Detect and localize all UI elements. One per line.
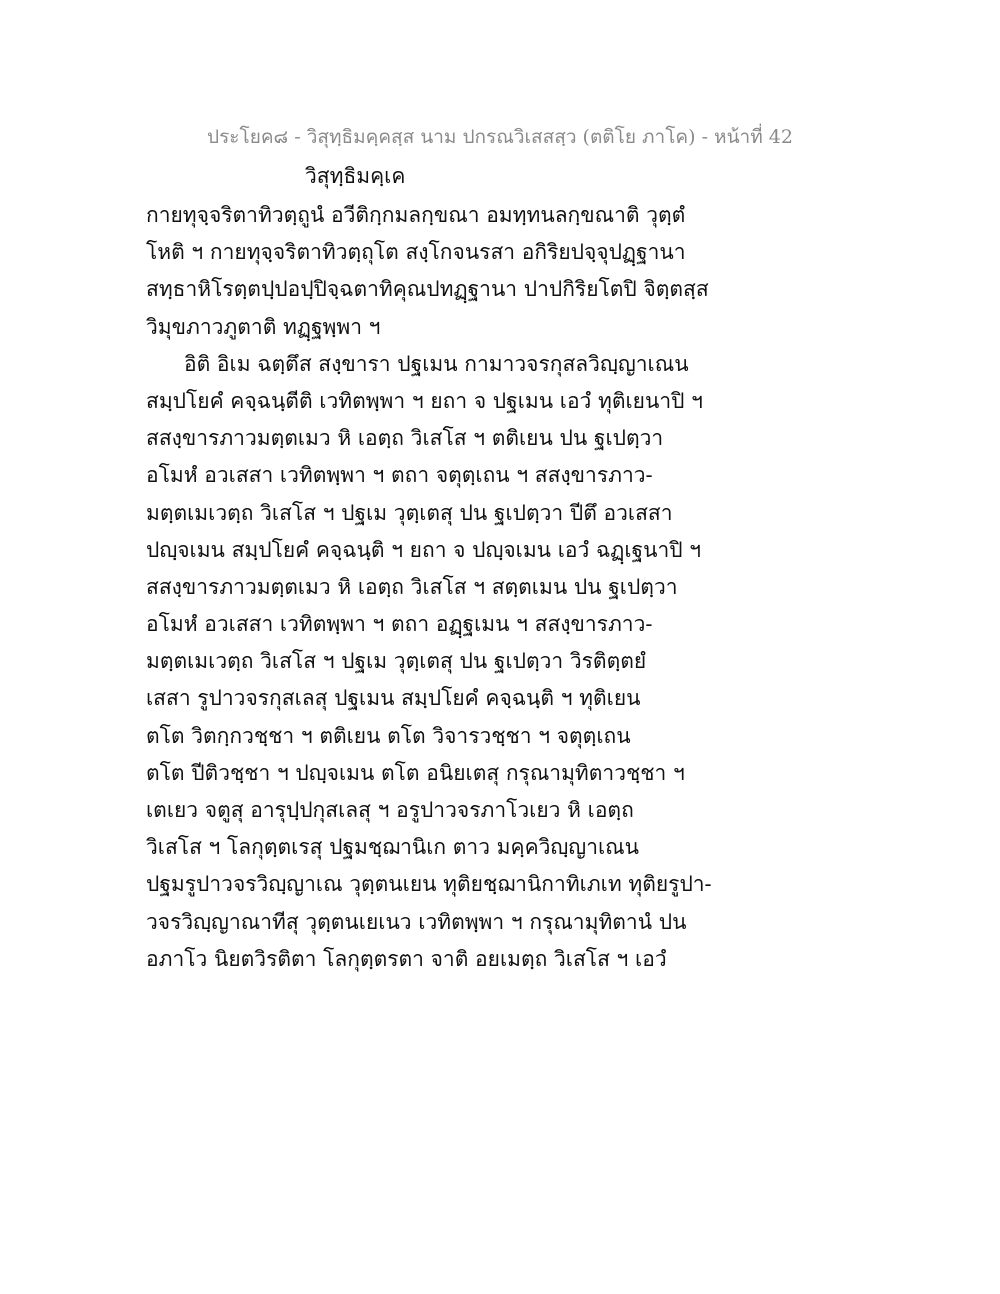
- text-line: กายทุจฺจริตาทิวตฺถูนํ อวีติกฺกมลกฺขณา อมทฺทนลกฺขณาติ วุตฺตํ: [146, 203, 686, 227]
- text-line: สทฺธาหิโรตฺตปฺปอปฺปิจฺฉตาทิคุณปทฏฺฐานา ปาปกิริยโตปิ จิตฺตสฺส: [146, 277, 709, 302]
- text-line: ตโต ปีติวชฺชา ฯ ปญฺจเมน ตโต อนิยเตสุ กรุณามุทิตาวชฺชา ฯ: [146, 760, 685, 785]
- text-line: สมฺปโยคํ คจฺฉนฺตีติ เวทิตพฺพา ฯ ยถา จ ปฐเมน เอวํ ทุติเยนาปิ ฯ: [146, 388, 703, 413]
- text-line: วิมุขภาวภูตาติ ทฏฺฐพฺพา ฯ: [146, 314, 381, 339]
- text-line: อภาโว นิยตวิรติตา โลกุตฺตรตา จาติ อยเมตฺถ วิเสโส ฯ เอวํ: [146, 946, 667, 971]
- text-line: เสสา รูปาวจรกุสเลสุ ปฐเมน สมฺปโยคํ คจฺฉนฺติ ฯ ทุติเยน: [146, 686, 641, 711]
- text-line: ปฐมรูปาวจรวิญฺญาเณ วุตฺตนเยน ทุติยชฺฌานิกาทิเภเท ทุติยรูปา-: [146, 872, 712, 897]
- paragraph-first-line: อิติ อิเม ฉตฺตึส สงฺขารา ปฐเมน กามาวจรกุสลวิญฺญาเณน: [184, 351, 689, 376]
- text-line: อโมหํ อวเสสา เวทิตพฺพา ฯ ตถา อฏฺฐเมน ฯ สสงฺขารภาว-: [146, 612, 653, 637]
- text-line: ตโต วิตกฺกวชฺชา ฯ ตติเยน ตโต วิจารวชฺชา ฯ จตุตฺเถน: [146, 723, 631, 748]
- text-line: มตฺตเมเวตฺถ วิเสโส ฯ ปฐเม วุตฺเตสุ ปน ฐเปตฺวา วิรติตฺตยํ: [146, 649, 647, 674]
- running-header: ประโยค๘ - วิสุทฺธิมคฺคสฺส นาม ปกรณวิเสสสฺว (ตติโย ภาโค) - หน้าที่ 42: [207, 126, 793, 148]
- body-text: [146, 197, 866, 978]
- text-line: เตเยว จตูสุ อารุปฺปกุสเลสุ ฯ อรูปาวจรภาโวเยว หิ เอตฺถ: [146, 798, 634, 822]
- text-line: สสงฺขารภาวมตฺตเมว หิ เอตฺถ วิเสโส ฯ สตฺตเมน ปน ฐเปตฺวา: [146, 574, 678, 599]
- text-line: มตฺตเมเวตฺถ วิเสโส ฯ ปฐเม วุตฺเตสุ ปน ฐเปตฺวา ปีตึ อวเสสา: [146, 500, 673, 525]
- text-line: สสงฺขารภาวมตฺตเมว หิ เอตฺถ วิเสโส ฯ ตติเยน ปน ฐเปตฺวา: [146, 426, 664, 451]
- section-title: วิสุทฺธิมคฺเค: [305, 164, 406, 188]
- text-line: วิเสโส ฯ โลกุตฺตเรสุ ปฐมชฺฌานิเก ตาว มคฺควิญฺญาเณน: [146, 835, 640, 860]
- text-line: อโมหํ อวเสสา เวทิตพฺพา ฯ ตถา จตุตฺเถน ฯ สสงฺขารภาว-: [146, 463, 653, 488]
- text-line: โหติ ฯ กายทุจฺจริตาทิวตฺถุโต สงฺโกจนรสา อกิริยปจฺจุปฏฺฐานา: [146, 240, 686, 265]
- text-line: ปญฺจเมน สมฺปโยคํ คจฺฉนฺติ ฯ ยถา จ ปญฺจเมน เอวํ ฉฏฺเฐนาปิ ฯ: [146, 537, 702, 562]
- text-line: วจรวิญฺญาณาทีสุ วุตฺตนเยเนว เวทิตพฺพา ฯ กรุณามุทิตานํ ปน: [146, 909, 687, 934]
